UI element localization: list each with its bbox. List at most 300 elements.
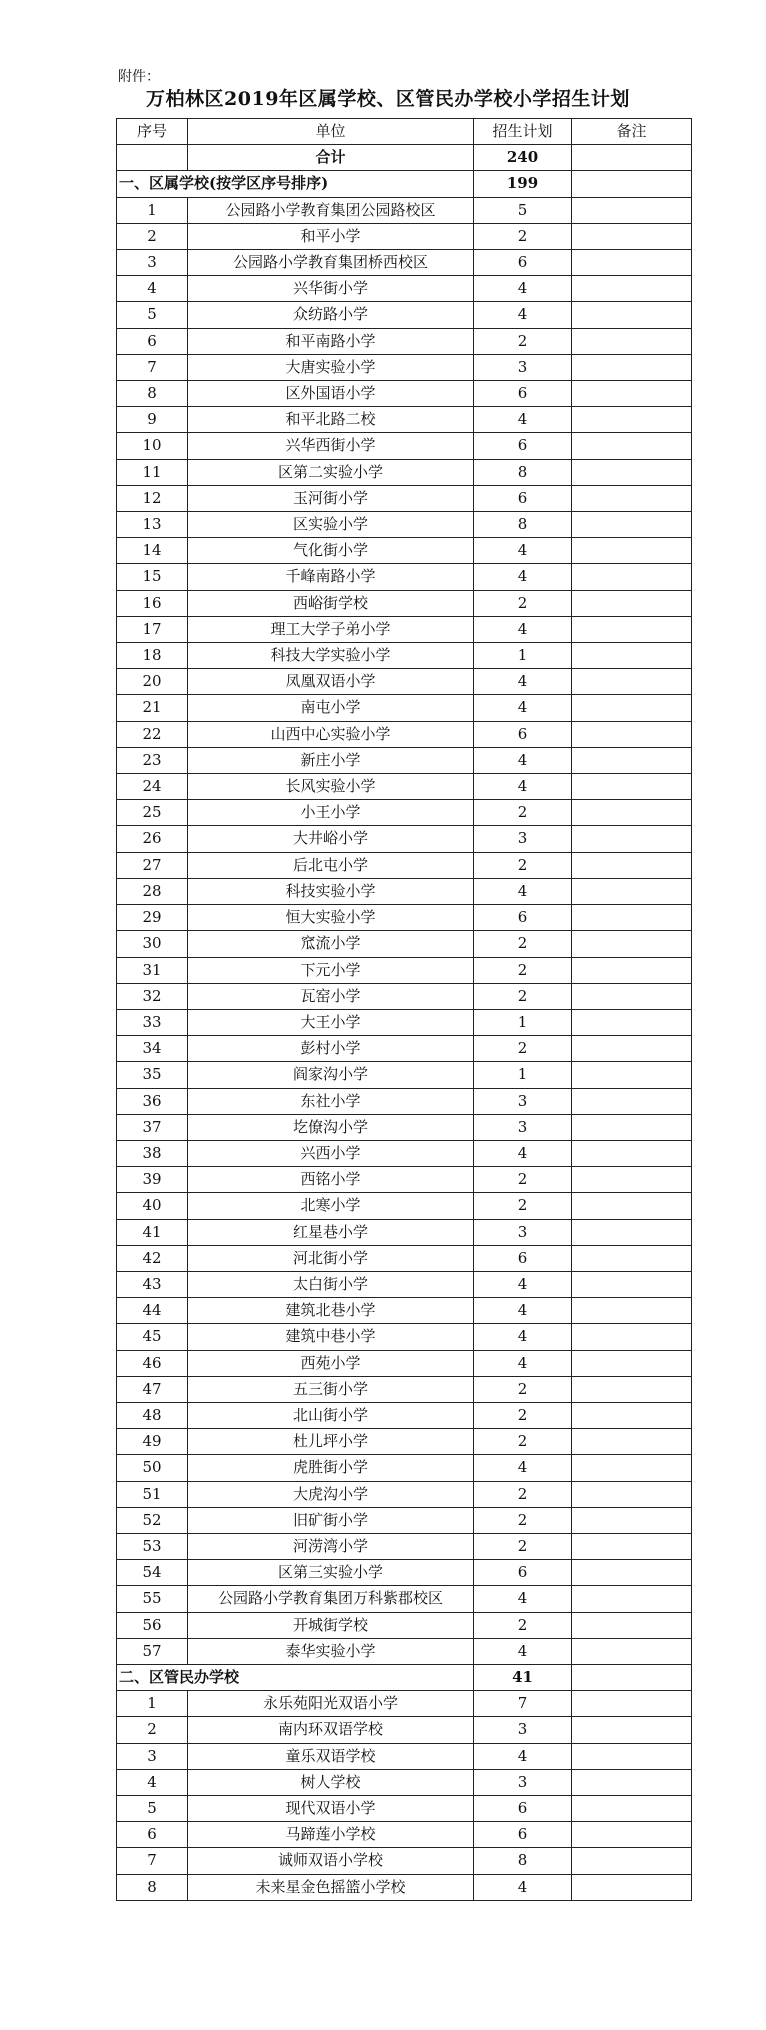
- table-row: [117, 1376, 692, 1402]
- row-no: 29: [117, 905, 188, 931]
- row-note: [572, 1481, 692, 1507]
- row-note: [572, 381, 692, 407]
- row-note: [572, 250, 692, 276]
- table-row: [117, 1638, 692, 1664]
- row-no: 32: [117, 983, 188, 1009]
- row-school-name: 童乐双语学校: [188, 1743, 474, 1769]
- row-no: 53: [117, 1533, 188, 1559]
- row-note: [572, 1743, 692, 1769]
- row-plan-count: 4: [474, 1271, 572, 1297]
- row-school-name: 太白街小学: [188, 1271, 474, 1297]
- table-row: [117, 407, 692, 433]
- row-note: [572, 852, 692, 878]
- total-label: 合计: [188, 145, 474, 171]
- table-row: [117, 433, 692, 459]
- row-no: 22: [117, 721, 188, 747]
- row-school-name: 河北街小学: [188, 1245, 474, 1271]
- table-row: [117, 1402, 692, 1428]
- row-school-name: 和平南路小学: [188, 328, 474, 354]
- row-school-name: 彭村小学: [188, 1036, 474, 1062]
- row-no: 38: [117, 1140, 188, 1166]
- table-row: [117, 1717, 692, 1743]
- row-note: [572, 1036, 692, 1062]
- row-note: [572, 643, 692, 669]
- row-plan-count: 6: [474, 905, 572, 931]
- table-row: [117, 957, 692, 983]
- row-plan-count: 4: [474, 1455, 572, 1481]
- row-note: [572, 695, 692, 721]
- row-no: 14: [117, 538, 188, 564]
- row-note: [572, 747, 692, 773]
- page-title: 万柏林区2019年区属学校、区管民办学校小学招生计划: [146, 88, 630, 110]
- row-plan-count: 3: [474, 1114, 572, 1140]
- row-note: [572, 1874, 692, 1900]
- table-row: [117, 328, 692, 354]
- table-row: [117, 1009, 692, 1035]
- table-row: [117, 564, 692, 590]
- row-note: [572, 1717, 692, 1743]
- row-note: [572, 774, 692, 800]
- row-note: [572, 1009, 692, 1035]
- row-plan-count: 8: [474, 459, 572, 485]
- row-school-name: 气化街小学: [188, 538, 474, 564]
- row-school-name: 圪僚沟小学: [188, 1114, 474, 1140]
- section-total: 199: [474, 171, 572, 197]
- row-school-name: 兴西小学: [188, 1140, 474, 1166]
- row-plan-count: 2: [474, 1429, 572, 1455]
- row-no: 18: [117, 643, 188, 669]
- total-row: [117, 145, 692, 171]
- row-note: [572, 302, 692, 328]
- row-note: [572, 800, 692, 826]
- row-school-name: 阎家沟小学: [188, 1062, 474, 1088]
- row-note: [572, 223, 692, 249]
- row-plan-count: 4: [474, 1324, 572, 1350]
- row-no: 24: [117, 774, 188, 800]
- table-row: [117, 512, 692, 538]
- row-plan-count: 2: [474, 931, 572, 957]
- row-note: [572, 878, 692, 904]
- header-no: 序号: [117, 119, 188, 145]
- row-school-name: 树人学校: [188, 1769, 474, 1795]
- row-note: [572, 1088, 692, 1114]
- row-plan-count: 3: [474, 1769, 572, 1795]
- section-row: [117, 1664, 692, 1690]
- row-note: [572, 1350, 692, 1376]
- row-no: 1: [117, 1691, 188, 1717]
- row-school-name: 五三街小学: [188, 1376, 474, 1402]
- table-row: [117, 1114, 692, 1140]
- row-no: 43: [117, 1271, 188, 1297]
- row-plan-count: 2: [474, 1036, 572, 1062]
- row-no: 30: [117, 931, 188, 957]
- row-note: [572, 1402, 692, 1428]
- row-school-name: 后北屯小学: [188, 852, 474, 878]
- enrollment-plan-table: [116, 118, 692, 1901]
- row-school-name: 科技实验小学: [188, 878, 474, 904]
- row-school-name: 凤凰双语小学: [188, 669, 474, 695]
- row-no: 54: [117, 1560, 188, 1586]
- row-school-name: 理工大学子弟小学: [188, 616, 474, 642]
- table-row: [117, 983, 692, 1009]
- row-plan-count: 4: [474, 302, 572, 328]
- row-no: 26: [117, 826, 188, 852]
- row-school-name: 小王小学: [188, 800, 474, 826]
- row-school-name: 大唐实验小学: [188, 354, 474, 380]
- row-no: 47: [117, 1376, 188, 1402]
- table-row: [117, 1822, 692, 1848]
- row-plan-count: 4: [474, 1638, 572, 1664]
- table-row: [117, 1088, 692, 1114]
- row-plan-count: 2: [474, 223, 572, 249]
- row-no: 8: [117, 1874, 188, 1900]
- row-plan-count: 2: [474, 1533, 572, 1559]
- table-row: [117, 1350, 692, 1376]
- row-school-name: 区实验小学: [188, 512, 474, 538]
- row-plan-count: 2: [474, 1481, 572, 1507]
- table-row: [117, 1193, 692, 1219]
- table-row: [117, 1743, 692, 1769]
- table-row: [117, 800, 692, 826]
- row-no: 56: [117, 1612, 188, 1638]
- table-row: [117, 878, 692, 904]
- row-plan-count: 4: [474, 878, 572, 904]
- row-school-name: 南内环双语学校: [188, 1717, 474, 1743]
- row-plan-count: 4: [474, 564, 572, 590]
- table-row: [117, 276, 692, 302]
- table-row: [117, 485, 692, 511]
- row-note: [572, 983, 692, 1009]
- row-plan-count: 4: [474, 1743, 572, 1769]
- row-school-name: 恒大实验小学: [188, 905, 474, 931]
- row-school-name: 大虎沟小学: [188, 1481, 474, 1507]
- row-plan-count: 1: [474, 643, 572, 669]
- row-note: [572, 512, 692, 538]
- row-plan-count: 5: [474, 197, 572, 223]
- row-no: 20: [117, 669, 188, 695]
- attachment-label: 附件：: [118, 69, 160, 85]
- row-no: 11: [117, 459, 188, 485]
- row-note: [572, 957, 692, 983]
- header-note: 备注: [572, 119, 692, 145]
- row-note: [572, 328, 692, 354]
- row-plan-count: 4: [474, 1298, 572, 1324]
- row-school-name: 和平北路二校: [188, 407, 474, 433]
- row-plan-count: 3: [474, 826, 572, 852]
- row-note: [572, 1455, 692, 1481]
- row-school-name: 红星巷小学: [188, 1219, 474, 1245]
- row-no: 4: [117, 1769, 188, 1795]
- table-row: [117, 1167, 692, 1193]
- row-school-name: 建筑中巷小学: [188, 1324, 474, 1350]
- row-no: 1: [117, 197, 188, 223]
- section-label: 一、区属学校(按学区序号排序): [117, 171, 474, 197]
- row-school-name: 公园路小学教育集团万科紫郡校区: [188, 1586, 474, 1612]
- table-row: [117, 590, 692, 616]
- section-total: 41: [474, 1664, 572, 1690]
- row-note: [572, 485, 692, 511]
- table-row: [117, 931, 692, 957]
- row-no: 36: [117, 1088, 188, 1114]
- row-note: [572, 1429, 692, 1455]
- row-plan-count: 7: [474, 1691, 572, 1717]
- row-no: 28: [117, 878, 188, 904]
- row-plan-count: 4: [474, 1586, 572, 1612]
- row-no: 57: [117, 1638, 188, 1664]
- row-plan-count: 2: [474, 852, 572, 878]
- table-row: [117, 1612, 692, 1638]
- row-no: 16: [117, 590, 188, 616]
- row-plan-count: 6: [474, 485, 572, 511]
- row-no: 3: [117, 250, 188, 276]
- row-no: 50: [117, 1455, 188, 1481]
- row-no: 10: [117, 433, 188, 459]
- row-plan-count: 2: [474, 957, 572, 983]
- row-note: [572, 931, 692, 957]
- row-no: 3: [117, 1743, 188, 1769]
- row-note: [572, 590, 692, 616]
- table-row: [117, 695, 692, 721]
- row-note: [572, 1298, 692, 1324]
- row-plan-count: 6: [474, 1245, 572, 1271]
- table-row: [117, 643, 692, 669]
- row-school-name: 北山街小学: [188, 1402, 474, 1428]
- row-no: 49: [117, 1429, 188, 1455]
- row-plan-count: 2: [474, 983, 572, 1009]
- row-note: [572, 407, 692, 433]
- row-plan-count: 1: [474, 1062, 572, 1088]
- row-school-name: 西苑小学: [188, 1350, 474, 1376]
- row-note: [572, 905, 692, 931]
- table-row: [117, 1245, 692, 1271]
- row-no: 31: [117, 957, 188, 983]
- row-note: [572, 616, 692, 642]
- row-school-name: 河涝湾小学: [188, 1533, 474, 1559]
- row-note: [572, 1638, 692, 1664]
- row-plan-count: 2: [474, 1376, 572, 1402]
- row-note: [572, 459, 692, 485]
- row-school-name: 东社小学: [188, 1088, 474, 1114]
- row-school-name: 众纺路小学: [188, 302, 474, 328]
- row-note: [572, 433, 692, 459]
- row-plan-count: 2: [474, 328, 572, 354]
- table-row: [117, 1062, 692, 1088]
- row-school-name: 北寒小学: [188, 1193, 474, 1219]
- table-row: [117, 1769, 692, 1795]
- row-note: [572, 669, 692, 695]
- row-no: 55: [117, 1586, 188, 1612]
- table-row: [117, 1560, 692, 1586]
- table-header-row: [117, 119, 692, 145]
- table-row: [117, 826, 692, 852]
- row-note: [572, 1219, 692, 1245]
- row-note: [572, 1245, 692, 1271]
- row-plan-count: 4: [474, 695, 572, 721]
- row-plan-count: 2: [474, 1402, 572, 1428]
- table-row: [117, 1140, 692, 1166]
- row-no: 5: [117, 1796, 188, 1822]
- row-school-name: 区第二实验小学: [188, 459, 474, 485]
- row-plan-count: 3: [474, 1219, 572, 1245]
- row-school-name: 西峪街学校: [188, 590, 474, 616]
- table-row: [117, 1219, 692, 1245]
- table-row: [117, 538, 692, 564]
- table-row: [117, 197, 692, 223]
- section-note: [572, 171, 692, 197]
- row-no: 7: [117, 354, 188, 380]
- row-plan-count: 4: [474, 538, 572, 564]
- row-no: 42: [117, 1245, 188, 1271]
- row-no: 6: [117, 328, 188, 354]
- table-row: [117, 616, 692, 642]
- table-row: [117, 1481, 692, 1507]
- row-school-name: 公园路小学教育集团公园路校区: [188, 197, 474, 223]
- table-row: [117, 1507, 692, 1533]
- row-school-name: 下元小学: [188, 957, 474, 983]
- row-no: 39: [117, 1167, 188, 1193]
- row-note: [572, 1193, 692, 1219]
- row-plan-count: 6: [474, 1822, 572, 1848]
- table-body: [117, 145, 692, 1901]
- total-value: 240: [474, 145, 572, 171]
- row-school-name: 诚师双语小学校: [188, 1848, 474, 1874]
- row-plan-count: 4: [474, 774, 572, 800]
- row-plan-count: 6: [474, 381, 572, 407]
- row-school-name: 和平小学: [188, 223, 474, 249]
- row-no: 15: [117, 564, 188, 590]
- section-note: [572, 1664, 692, 1690]
- row-plan-count: 2: [474, 1167, 572, 1193]
- table-row: [117, 774, 692, 800]
- row-no: 33: [117, 1009, 188, 1035]
- row-plan-count: 6: [474, 1560, 572, 1586]
- row-plan-count: 4: [474, 276, 572, 302]
- row-school-name: 新庄小学: [188, 747, 474, 773]
- table-row: [117, 669, 692, 695]
- table-row: [117, 1533, 692, 1559]
- row-plan-count: 2: [474, 1612, 572, 1638]
- total-note: [572, 145, 692, 171]
- section-row: [117, 171, 692, 197]
- table-row: [117, 1874, 692, 1900]
- row-note: [572, 1324, 692, 1350]
- row-plan-count: 4: [474, 1140, 572, 1166]
- row-plan-count: 6: [474, 433, 572, 459]
- row-note: [572, 1140, 692, 1166]
- row-no: 34: [117, 1036, 188, 1062]
- row-school-name: 虎胜街小学: [188, 1455, 474, 1481]
- row-plan-count: 3: [474, 1088, 572, 1114]
- row-note: [572, 1114, 692, 1140]
- row-school-name: 玉河街小学: [188, 485, 474, 511]
- row-school-name: 大井峪小学: [188, 826, 474, 852]
- row-school-name: 公园路小学教育集团桥西校区: [188, 250, 474, 276]
- row-no: 2: [117, 223, 188, 249]
- row-plan-count: 4: [474, 616, 572, 642]
- header-unit: 单位: [188, 119, 474, 145]
- row-note: [572, 826, 692, 852]
- total-no: [117, 145, 188, 171]
- table-row: [117, 1796, 692, 1822]
- table-row: [117, 381, 692, 407]
- row-school-name: 南屯小学: [188, 695, 474, 721]
- row-plan-count: 8: [474, 512, 572, 538]
- table-row: [117, 1586, 692, 1612]
- row-school-name: 瓦窑小学: [188, 983, 474, 1009]
- row-no: 51: [117, 1481, 188, 1507]
- row-school-name: 区外国语小学: [188, 381, 474, 407]
- row-school-name: 兴华西街小学: [188, 433, 474, 459]
- row-school-name: 开城街学校: [188, 1612, 474, 1638]
- row-school-name: 大王小学: [188, 1009, 474, 1035]
- row-school-name: 未来星金色摇篮小学校: [188, 1874, 474, 1900]
- row-no: 27: [117, 852, 188, 878]
- row-school-name: 旧矿街小学: [188, 1507, 474, 1533]
- row-no: 40: [117, 1193, 188, 1219]
- table-row: [117, 1429, 692, 1455]
- row-note: [572, 538, 692, 564]
- row-note: [572, 1533, 692, 1559]
- row-plan-count: 6: [474, 721, 572, 747]
- row-no: 35: [117, 1062, 188, 1088]
- row-plan-count: 3: [474, 354, 572, 380]
- row-note: [572, 1769, 692, 1795]
- row-no: 46: [117, 1350, 188, 1376]
- row-plan-count: 4: [474, 669, 572, 695]
- table-row: [117, 905, 692, 931]
- row-no: 44: [117, 1298, 188, 1324]
- row-no: 48: [117, 1402, 188, 1428]
- row-school-name: 窊流小学: [188, 931, 474, 957]
- row-note: [572, 1848, 692, 1874]
- row-no: 8: [117, 381, 188, 407]
- row-plan-count: 2: [474, 590, 572, 616]
- row-no: 9: [117, 407, 188, 433]
- table-row: [117, 459, 692, 485]
- row-note: [572, 1586, 692, 1612]
- table-row: [117, 1298, 692, 1324]
- row-school-name: 兴华街小学: [188, 276, 474, 302]
- row-school-name: 现代双语小学: [188, 1796, 474, 1822]
- table-row: [117, 1324, 692, 1350]
- table-row: [117, 1691, 692, 1717]
- row-school-name: 长风实验小学: [188, 774, 474, 800]
- table-row: [117, 1036, 692, 1062]
- row-no: 37: [117, 1114, 188, 1140]
- row-school-name: 千峰南路小学: [188, 564, 474, 590]
- row-school-name: 泰华实验小学: [188, 1638, 474, 1664]
- row-no: 4: [117, 276, 188, 302]
- row-plan-count: 2: [474, 1193, 572, 1219]
- row-school-name: 山西中心实验小学: [188, 721, 474, 747]
- table-row: [117, 1848, 692, 1874]
- row-note: [572, 1691, 692, 1717]
- row-note: [572, 1822, 692, 1848]
- row-plan-count: 2: [474, 1507, 572, 1533]
- row-plan-count: 6: [474, 1796, 572, 1822]
- row-note: [572, 276, 692, 302]
- row-no: 45: [117, 1324, 188, 1350]
- row-no: 5: [117, 302, 188, 328]
- row-note: [572, 564, 692, 590]
- row-plan-count: 3: [474, 1717, 572, 1743]
- row-no: 2: [117, 1717, 188, 1743]
- row-no: 41: [117, 1219, 188, 1245]
- row-plan-count: 1: [474, 1009, 572, 1035]
- row-note: [572, 1796, 692, 1822]
- row-no: 25: [117, 800, 188, 826]
- row-school-name: 科技大学实验小学: [188, 643, 474, 669]
